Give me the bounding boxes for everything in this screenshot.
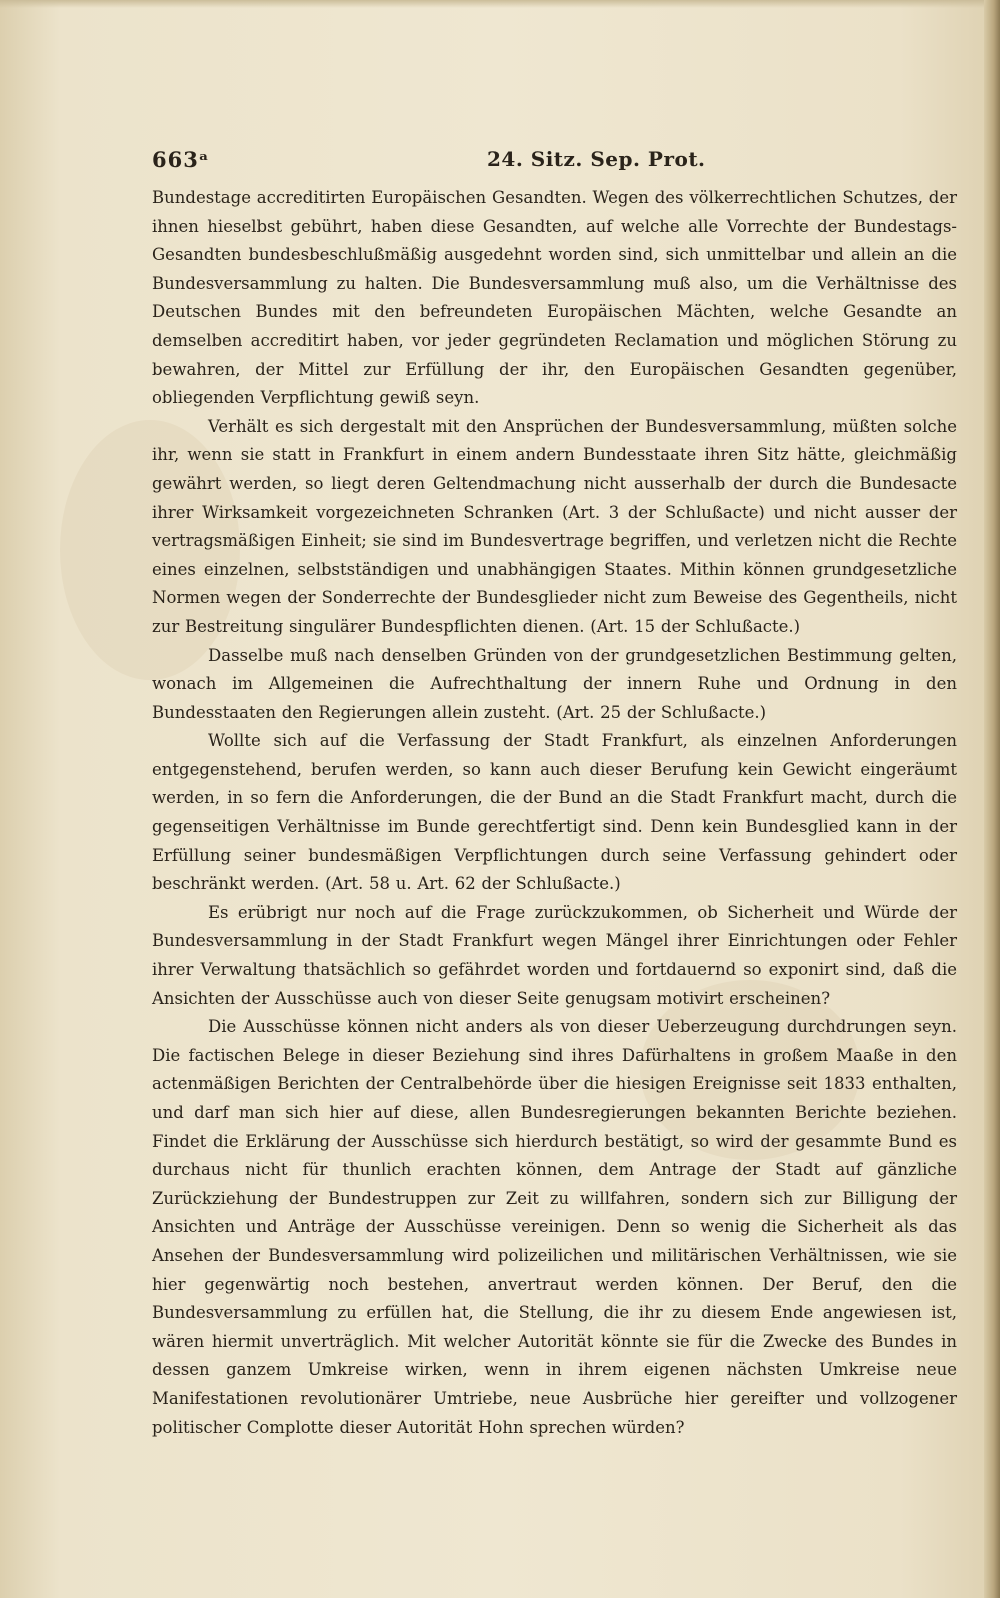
paragraph: Dasselbe muß nach denselben Gründen von der grundgesetzlichen Bestimmung gelten, wonach im Allgemeinen die Aufrechthaltung der innern Ruhe und Ordnung in den Bundesstaaten den Regierungen allein zusteht. (Art. 25 der Schlußacte.) [152,645,957,722]
paragraph-continuation: Bundestage accreditirten Europäischen Gesandten. Wegen des völkerrechtlichen Schutzes, der ihnen hieselbst gebührt, haben diese Gesandten, auf welche alle Vorrechte der Bundestags-Gesandten bundesbeschlußmäßig ausgedehnt worden sind, sich unmittelbar und allein an die Bundesversammlung zu halten. Die Bundesversammlung muß also, um die Verhältnisse des Deutschen Bundes mit den befreundeten Europäischen Mächten, welche Gesandte an demselben accreditirt haben, vor jeder gegründeten Reclamation und möglichen Störung zu bewahren, der Mittel zur Erfüllung der ihr, den Europäischen Gesandten gegenüber, obliegenden Verpflichtung gewiß seyn. [152,188,957,408]
paragraph: Verhält es sich dergestalt mit den Ansprüchen der Bundesversammlung, müßten solche ihr, wenn sie statt in Frankfurt in einem andern Bundesstaate ihren Sitz hätte, gleichmäßig gewährt werden, so liegt deren Geltendmachung nicht ausserhalb der durch die Bundesacte ihrer Wirksamkeit vorgezeichneten Schranken (Art. 3 der Schlußacte) und nicht ausser der vertragsmäßigen Einheit; sie sind im Bundesvertrage begriffen, und verletzen nicht die Rechte eines einzelnen, selbstständigen und unabhängigen Staates. Mithin können grundgesetzliche Normen wegen der Sonderrechte der Bundesglieder nicht zum Beweise des Gegentheils, nicht zur Bestreitung singulärer Bundespflichten dienen. (Art. 15 der Schlußacte.) [152,416,957,636]
body-text [152,184,957,1442]
page-binding-edge [984,0,1000,1598]
paragraph: Wollte sich auf die Verfassung der Stadt Frankfurt, als einzelnen Anforderungen entgegenstehend, berufen werden, so kann auch dieser Berufung kein Gewicht eingeräumt werden, in so fern die Anforderungen, die der Bund an die Stadt Frankfurt macht, durch die gegenseitigen Verhältnisse im Bunde gerechtfertigt sind. Denn kein Bundesglied kann in der Erfüllung seiner bundesmäßigen Verpflichtungen durch seine Verfassung gehindert oder beschränkt werden. (Art. 58 u. Art. 62 der Schlußacte.) [152,731,957,894]
page-top-shadow [0,0,1000,8]
page-number: 663ᵃ [152,147,210,172]
paragraph: Es erübrigt nur noch auf die Frage zurückzukommen, ob Sicherheit und Würde der Bundesversammlung in der Stadt Frankfurt wegen Mängel ihrer Einrichtungen oder Fehler ihrer Verwaltung thatsächlich so gefährdet worden und fortdauernd so exponirt sind, daß die Ansichten der Ausschüsse auch von dieser Seite genugsam motivirt erscheinen? [152,902,957,1008]
running-title: 24. Sitz. Sep. Prot. [487,147,706,171]
paragraph: Die Ausschüsse können nicht anders als von dieser Ueberzeugung durchdrungen seyn. Die factischen Belege in dieser Beziehung sind ihres Dafürhaltens in großem Maaße in den actenmäßigen Berichten der Centralbehörde über die hiesigen Ereignisse seit 1833 enthalten, und darf man sich hier auf diese, allen Bundesregierungen bekannten Berichte beziehen. Findet die Erklärung der Ausschüsse sich hierdurch bestätigt, so wird der gesammte Bund es durchaus nicht für thunlich erachten können, dem Antrage der Stadt auf gänzliche Zurückziehung der Bundestruppen zur Zeit zu willfahren, sondern sich zur Billigung der Ansichten und Anträge der Ausschüsse vereinigen. Denn so wenig die Sicherheit als das Ansehen der Bundesversammlung wird polizeilichen und militärischen Verhältnissen, wie sie hier gegenwärtig noch bestehen, anvertraut werden können. Der Beruf, den die Bundesversammlung zu erfüllen hat, die Stellung, die ihr zu diesem Ende angewiesen ist, wären hiermit unverträglich. Mit welcher Autorität könnte sie für die Zwecke des Bundes in dessen ganzem Umkreise wirken, wenn in ihrem eigenen nächsten Umkreise neue Manifestationen revolutionärer Umtriebe, neue Ausbrüche hier gereifter und vollzogener politischer Complotte dieser Autorität Hohn sprechen würden? [152,1017,957,1437]
page-header [152,147,960,179]
